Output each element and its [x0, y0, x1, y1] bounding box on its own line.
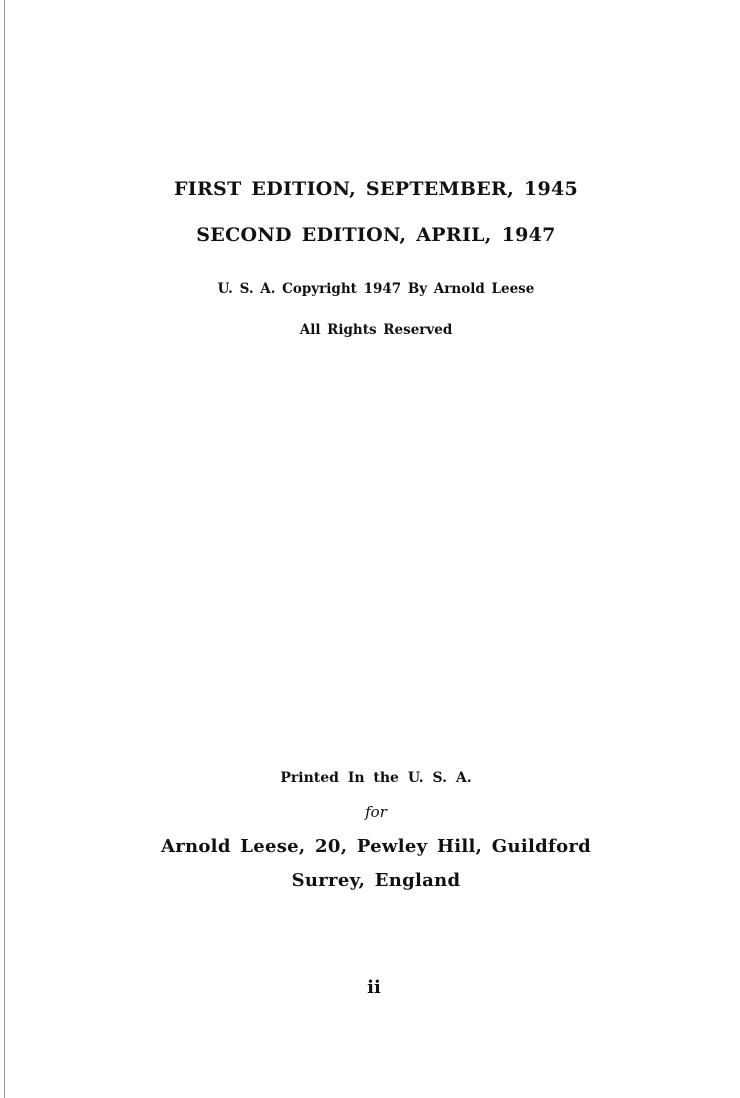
copyright-notice: U. S. A. Copyright 1947 By Arnold Leese: [217, 281, 535, 297]
second-edition-line: SECOND EDITION, APRIL, 1947: [196, 224, 556, 246]
for-line: for: [365, 803, 387, 821]
first-edition-line: FIRST EDITION, SEPTEMBER, 1945: [173, 178, 579, 200]
publisher-place: Surrey, England: [291, 870, 461, 891]
page-edge-divider: [4, 0, 5, 1098]
page-number: ii: [367, 977, 381, 998]
rights-reserved: All Rights Reserved: [299, 322, 453, 338]
printed-in-line: Printed In the U. S. A.: [280, 770, 472, 786]
publisher-address: Arnold Leese, 20, Pewley Hill, Guildford: [160, 836, 592, 857]
